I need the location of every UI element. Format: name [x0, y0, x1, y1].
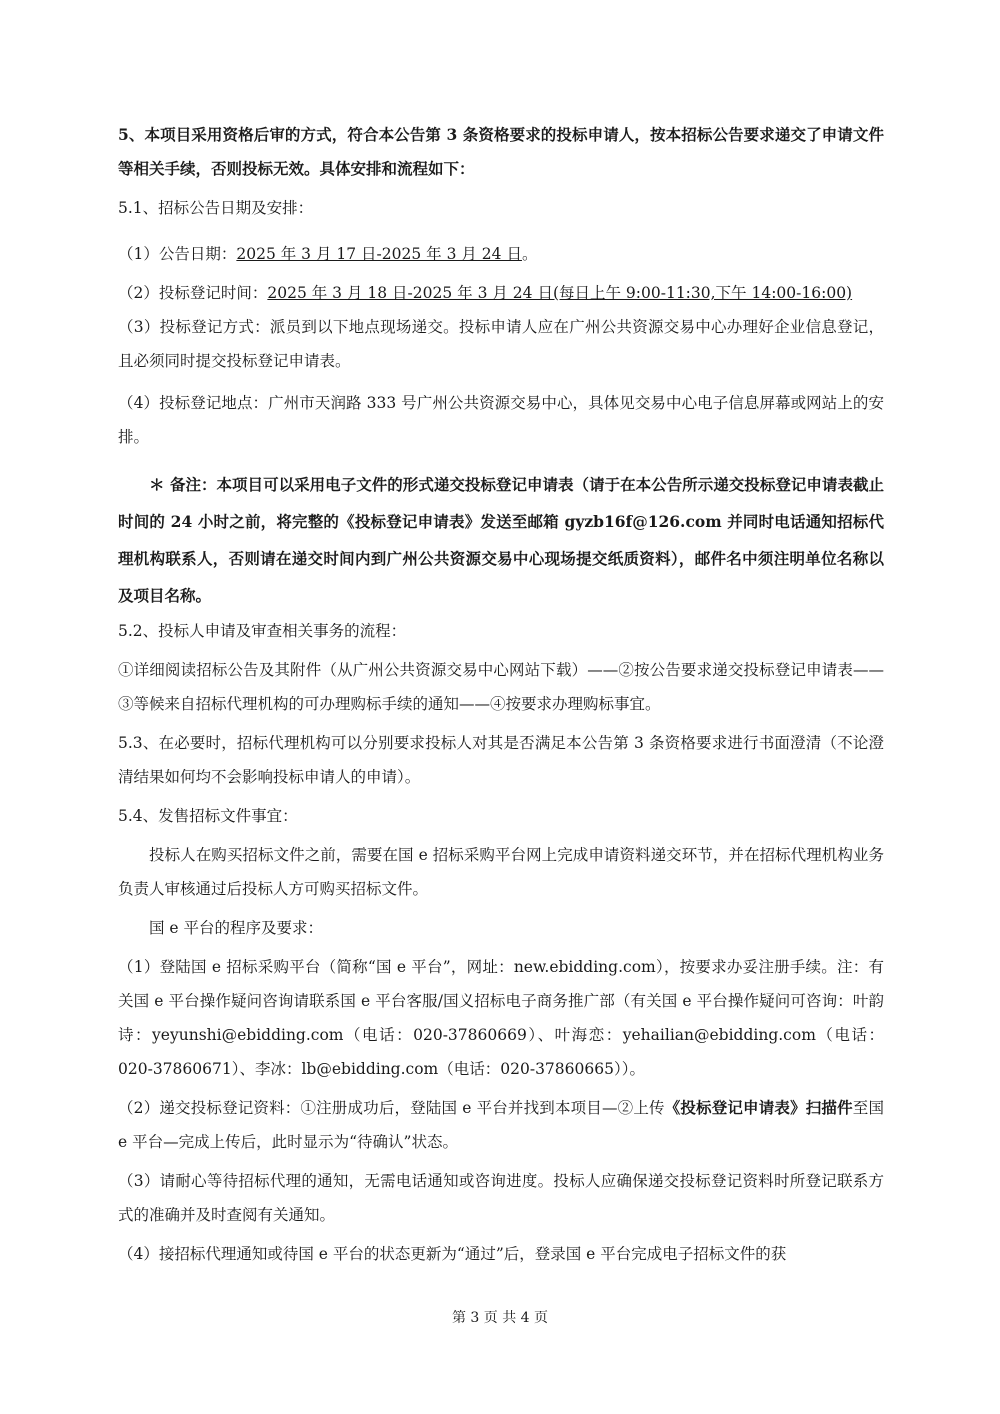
platform-step-2 — [118, 1091, 884, 1159]
section-5-1-item-3: （3）投标登记方式：派员到以下地点现场递交。投标申请人应在广州公共资源交易中心办理好企业信息登记，且必须同时提交投标登记申请表。 — [118, 318, 884, 370]
step-text-suffix: 至国 e 平台—完成上传后，此时显示为“待确认”状态。 — [118, 1099, 884, 1151]
section-5-1-item-1 — [118, 237, 884, 271]
section-5-1-title: 5.1、招标公告日期及安排： — [118, 199, 314, 217]
section-5-4-body: 投标人在购买招标文件之前，需要在国 e 招标采购平台网上完成申请资料递交环节，并在招标代理机构业务负责人审核通过后投标人方可购买招标文件。 — [118, 846, 884, 898]
section-5-4-title: 5.4、发售招标文件事宜： — [118, 807, 298, 825]
section-5-intro: 5、本项目采用资格后审的方式，符合本公告第 3 条资格要求的投标申请人，按本招标公告要求递交了申请文件等相关手续，否则投标无效。具体安排和流程如下： — [118, 125, 884, 178]
section-5-2-title: 5.2、投标人申请及审查相关事务的流程： — [118, 622, 407, 640]
item-suffix: 。 — [521, 245, 538, 263]
step-text: （2）递交投标登记资料：①注册成功后，登陆国 e 平台并找到本项目—②上传 — [118, 1099, 665, 1117]
page-content — [118, 118, 884, 1271]
platform-step-3: （3）请耐心等待招标代理的通知，无需电话通知或咨询进度。投标人应确保递交投标登记资料时所登记联系方式的准确并及时查阅有关通知。 — [118, 1172, 884, 1224]
note-paragraph: ＊ 备注：本项目可以采用电子文件的形式递交投标登记申请表（请于在本公告所示递交投标登记申请表截止时间的 24 小时之前，将完整的《投标登记申请表》发送至邮箱 gyzb16f@126.com 并同时电话通知招标代理机构联系人，否则请在递交时间内到广州公共资源交易中心现场提交纸质资料），邮件名中须注明单位名称以及项目名称。 — [118, 475, 884, 605]
section-5-1-item-4: （4）投标登记地点：广州市天润路 333 号广州公共资源交易中心，具体见交易中心电子信息屏幕或网站上的安排。 — [118, 394, 884, 446]
step-emphasis: 《投标登记申请表》扫描件 — [664, 1098, 853, 1117]
registration-time: 2025 年 3 月 18 日-2025 年 3 月 24 日(每日上午 9:00-11:30,下午 14:00-16:00) — [267, 284, 853, 302]
platform-step-4: （4）接招标代理通知或待国 e 平台的状态更新为“通过”后，登录国 e 平台完成电子招标文件的获 — [118, 1245, 787, 1263]
platform-procedure-title: 国 e 平台的程序及要求： — [149, 919, 324, 937]
announcement-date: 2025 年 3 月 17 日-2025 年 3 月 24 日 — [236, 245, 522, 263]
section-5-1-item-2 — [118, 276, 884, 310]
section-5-2-body: ①详细阅读招标公告及其附件（从广州公共资源交易中心网站下载）——②按公告要求递交投标登记申请表——③等候来自招标代理机构的可办理购标手续的通知——④按要求办理购标事宜。 — [118, 661, 884, 713]
item-label: （2）投标登记时间： — [118, 284, 268, 302]
item-label: （1）公告日期： — [118, 245, 237, 263]
section-5-3: 5.3、在必要时，招标代理机构可以分别要求投标人对其是否满足本公告第 3 条资格要求进行书面澄清（不论澄清结果如何均不会影响投标申请人的申请）。 — [118, 734, 884, 786]
page-footer: 第 3 页 共 4 页 — [451, 1310, 549, 1326]
platform-step-1: （1）登陆国 e 招标采购平台（简称“国 e 平台”，网址：new.ebidding.com），按要求办妥注册手续。注：有关国 e 平台操作疑问咨询请联系国 e 平台客服/国义招标电子商务推广部（有关国 e 平台操作疑问可咨询：叶韵诗：yeyunshi@ebidding.com（电话：020-37860669）、叶海恋：yehailian@ebidding.com（电话：020-37860671）、李冰：lb@ebidding.com（电话：020-37860665））。 — [118, 958, 884, 1078]
